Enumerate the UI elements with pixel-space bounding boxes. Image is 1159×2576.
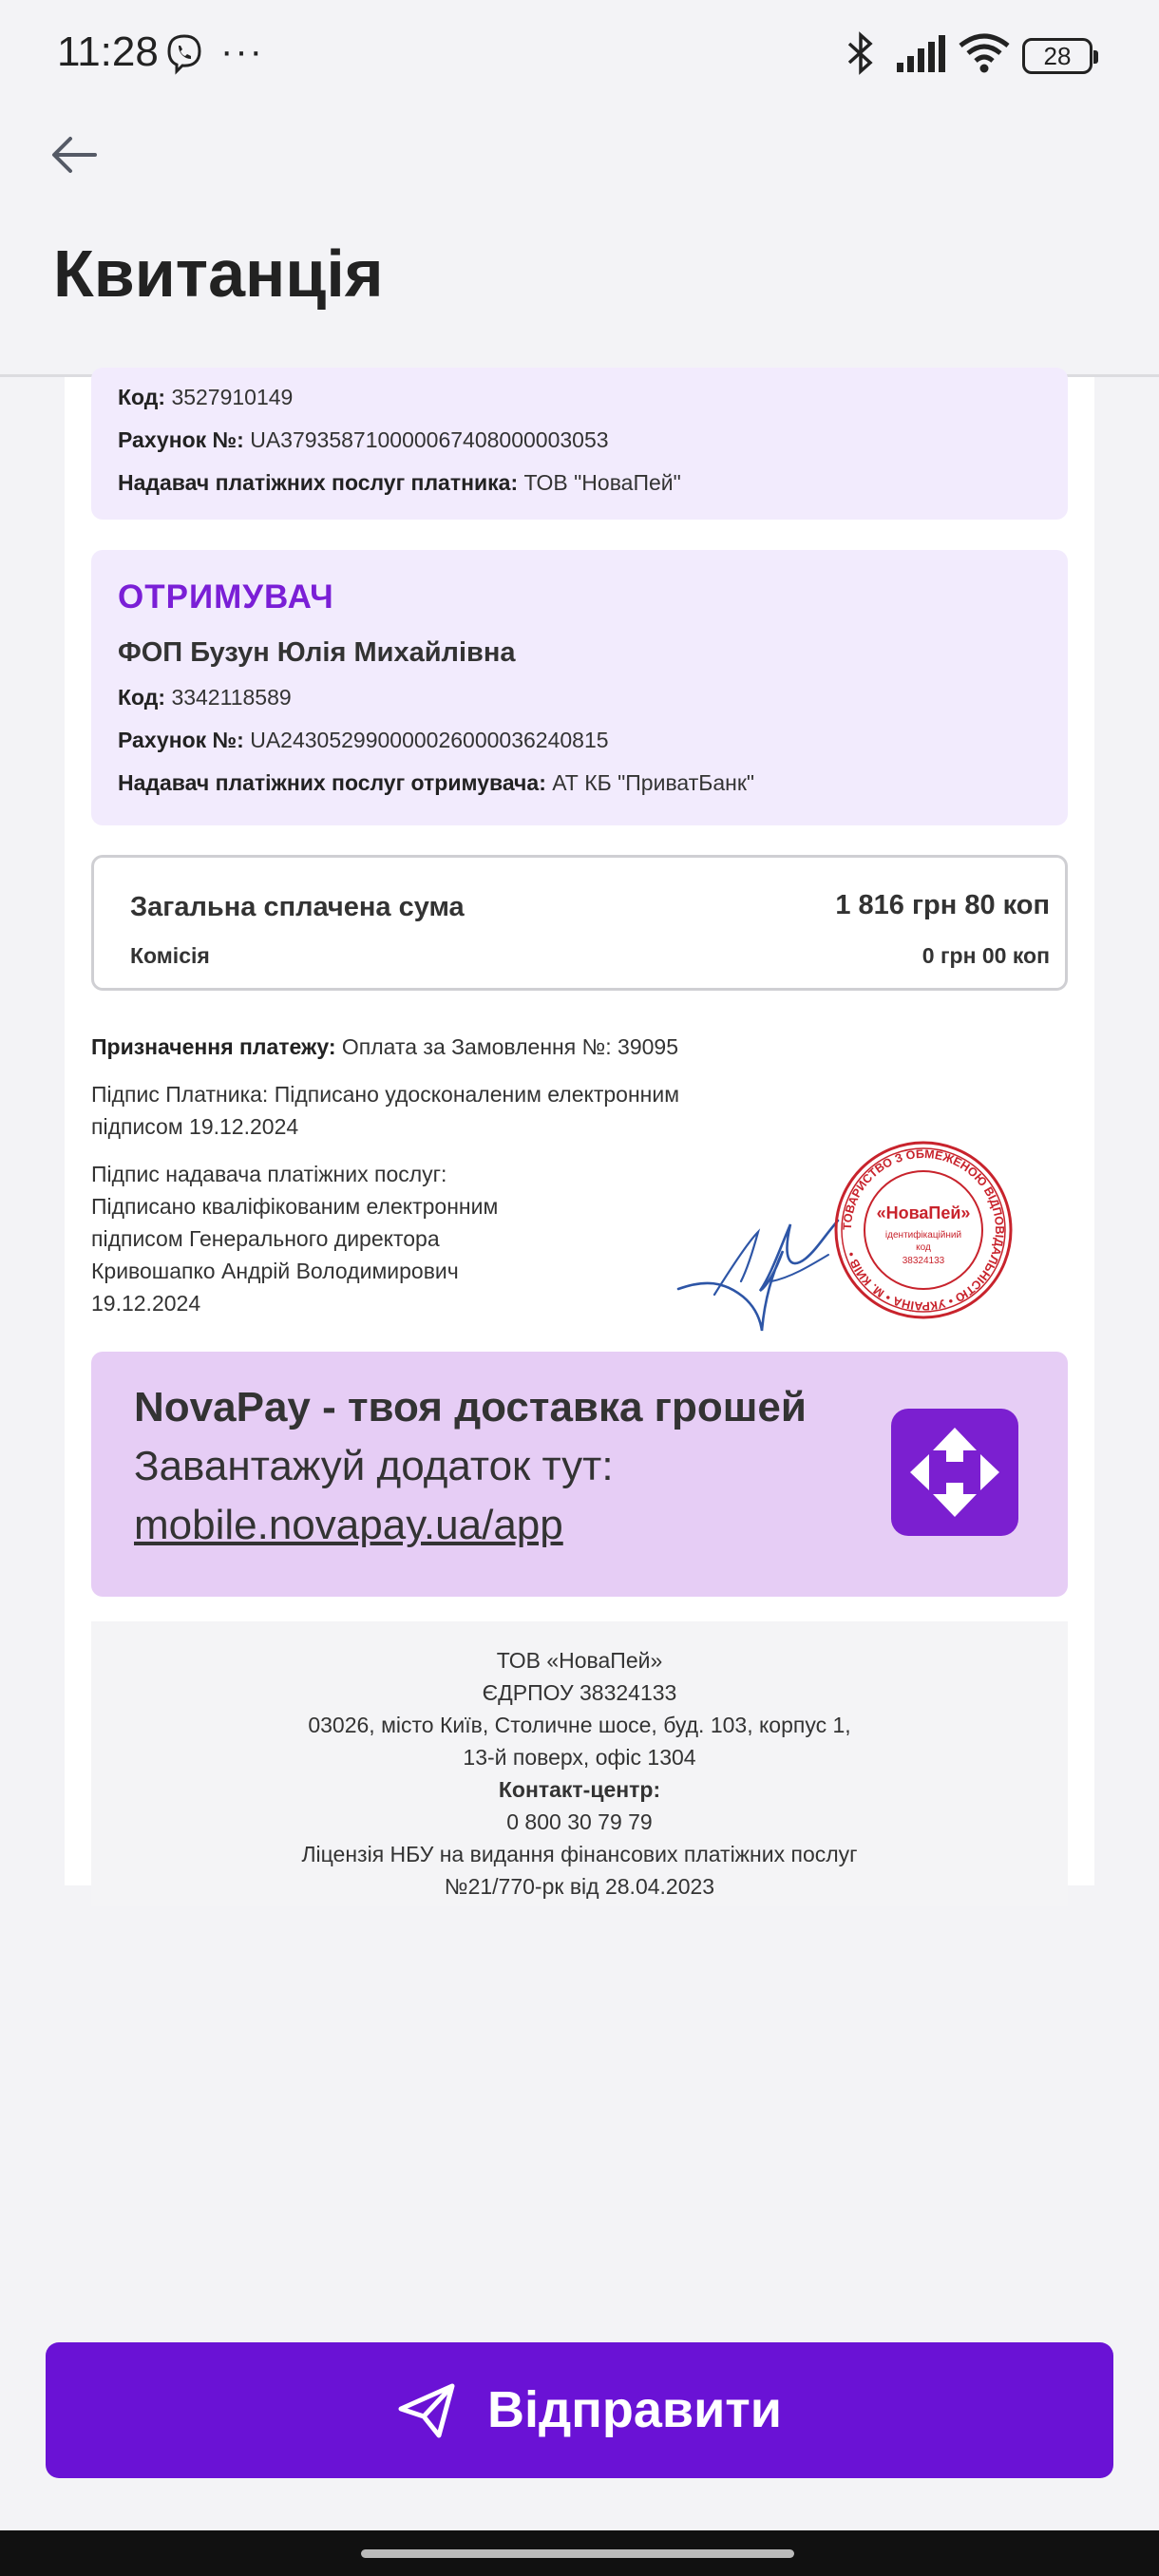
handwritten-signature xyxy=(676,1213,847,1336)
total-label: Загальна сплачена сума xyxy=(130,892,465,922)
status-bar xyxy=(0,0,1159,109)
receipt-document[interactable] xyxy=(65,377,1094,1899)
svg-text:ТОВАРИСТВО З ОБМЕЖЕНОЮ ВІДПОВІ: ТОВАРИСТВО З ОБМЕЖЕНОЮ ВІДПОВІДАЛЬНІСТЮ • УКРАЇНА • М. КИЇВ • xyxy=(840,1146,1007,1314)
footer-address-floor: 13-й поверх, офіс 1304 xyxy=(463,1745,696,1770)
home-gesture-handle[interactable] xyxy=(361,2549,794,2558)
svg-text:код: код xyxy=(916,1242,931,1253)
signal-icon xyxy=(895,34,946,74)
payment-summary xyxy=(91,855,1068,991)
footer-edrpou: ЄДРПОУ 38324133 xyxy=(482,1680,677,1705)
page-title: Квитанція xyxy=(53,237,384,311)
novapay-logo-icon xyxy=(891,1409,1018,1536)
recipient-provider: Надавач платіжних послуг отримувача: АТ КБ "ПриватБанк" xyxy=(118,770,755,795)
payer-provider: Надавач платіжних послуг платника: ТОВ "НоваПей" xyxy=(118,470,681,495)
send-button[interactable] xyxy=(46,2342,1113,2478)
svg-text:«НоваПей»: «НоваПей» xyxy=(876,1203,971,1222)
footer-license-number: №21/770-рк від 28.04.2023 xyxy=(444,1874,715,1899)
svg-text:38324133: 38324133 xyxy=(902,1256,945,1266)
recipient-code: Код: 3342118589 xyxy=(118,685,292,710)
more-notifications-icon: ··· xyxy=(220,30,264,72)
payer-account: Рахунок №: UA379358710000067408000003053 xyxy=(118,427,609,452)
footer-license: Ліцензія НБУ на видання фінансових платіжних послуг xyxy=(301,1842,858,1866)
footer-phone[interactable]: 0 800 30 79 79 xyxy=(506,1809,653,1834)
system-navigation-bar xyxy=(0,2530,1159,2576)
bluetooth-icon xyxy=(842,32,880,74)
fee-label: Комісія xyxy=(130,943,210,968)
footer-contact-label: Контакт-центр: xyxy=(498,1777,661,1802)
battery-icon: 28 xyxy=(1022,38,1092,74)
payment-purpose: Призначення платежу: Оплата за Замовлення №: 39095 xyxy=(91,1034,678,1059)
recipient-title: ОТРИМУВАЧ xyxy=(118,578,334,616)
send-button-label: Відправити xyxy=(487,2381,782,2438)
provider-signature-text: Підпис надавача платіжних послуг: Підписано кваліфікованим електронним підписом Генерального директора Кривошапко Андрій Володимирович 19.12.2024 xyxy=(91,1162,499,1316)
fee-value: 0 грн 00 коп xyxy=(922,943,1050,968)
back-arrow-icon[interactable] xyxy=(48,128,101,181)
svg-text:ідентифікаційний: ідентифікаційний xyxy=(884,1230,962,1241)
company-seal-stamp xyxy=(832,1139,1015,1321)
payer-code: Код: 3527910149 xyxy=(118,385,294,409)
recipient-card xyxy=(91,550,1068,825)
payer-card xyxy=(91,368,1068,520)
wifi-icon xyxy=(958,32,1011,74)
recipient-name: ФОП Бузун Юлія Михайлівна xyxy=(118,637,516,668)
status-time: 11:28 xyxy=(57,28,159,75)
legal-footer xyxy=(91,1621,1068,1906)
novapay-promo-banner xyxy=(91,1352,1068,1597)
viber-icon xyxy=(163,32,205,74)
footer-company: ТОВ «НоваПей» xyxy=(496,1648,663,1673)
payer-signature-text: Підпис Платника: Підписано удосконаленим електронним підписом 19.12.2024 xyxy=(91,1082,680,1139)
total-value: 1 816 грн 80 коп xyxy=(835,890,1050,920)
footer-address: 03026, місто Київ, Столичне шосе, буд. 103, корпус 1, xyxy=(308,1713,851,1737)
paper-plane-icon xyxy=(397,2380,458,2441)
app-download-link[interactable]: mobile.novapay.ua/app xyxy=(134,1502,563,1548)
banner-subline: Завантажуй додаток тут: xyxy=(134,1443,614,1489)
recipient-account: Рахунок №: UA243052990000026000036240815 xyxy=(118,728,609,752)
banner-headline: NovaPay - твоя доставка грошей xyxy=(134,1384,807,1430)
